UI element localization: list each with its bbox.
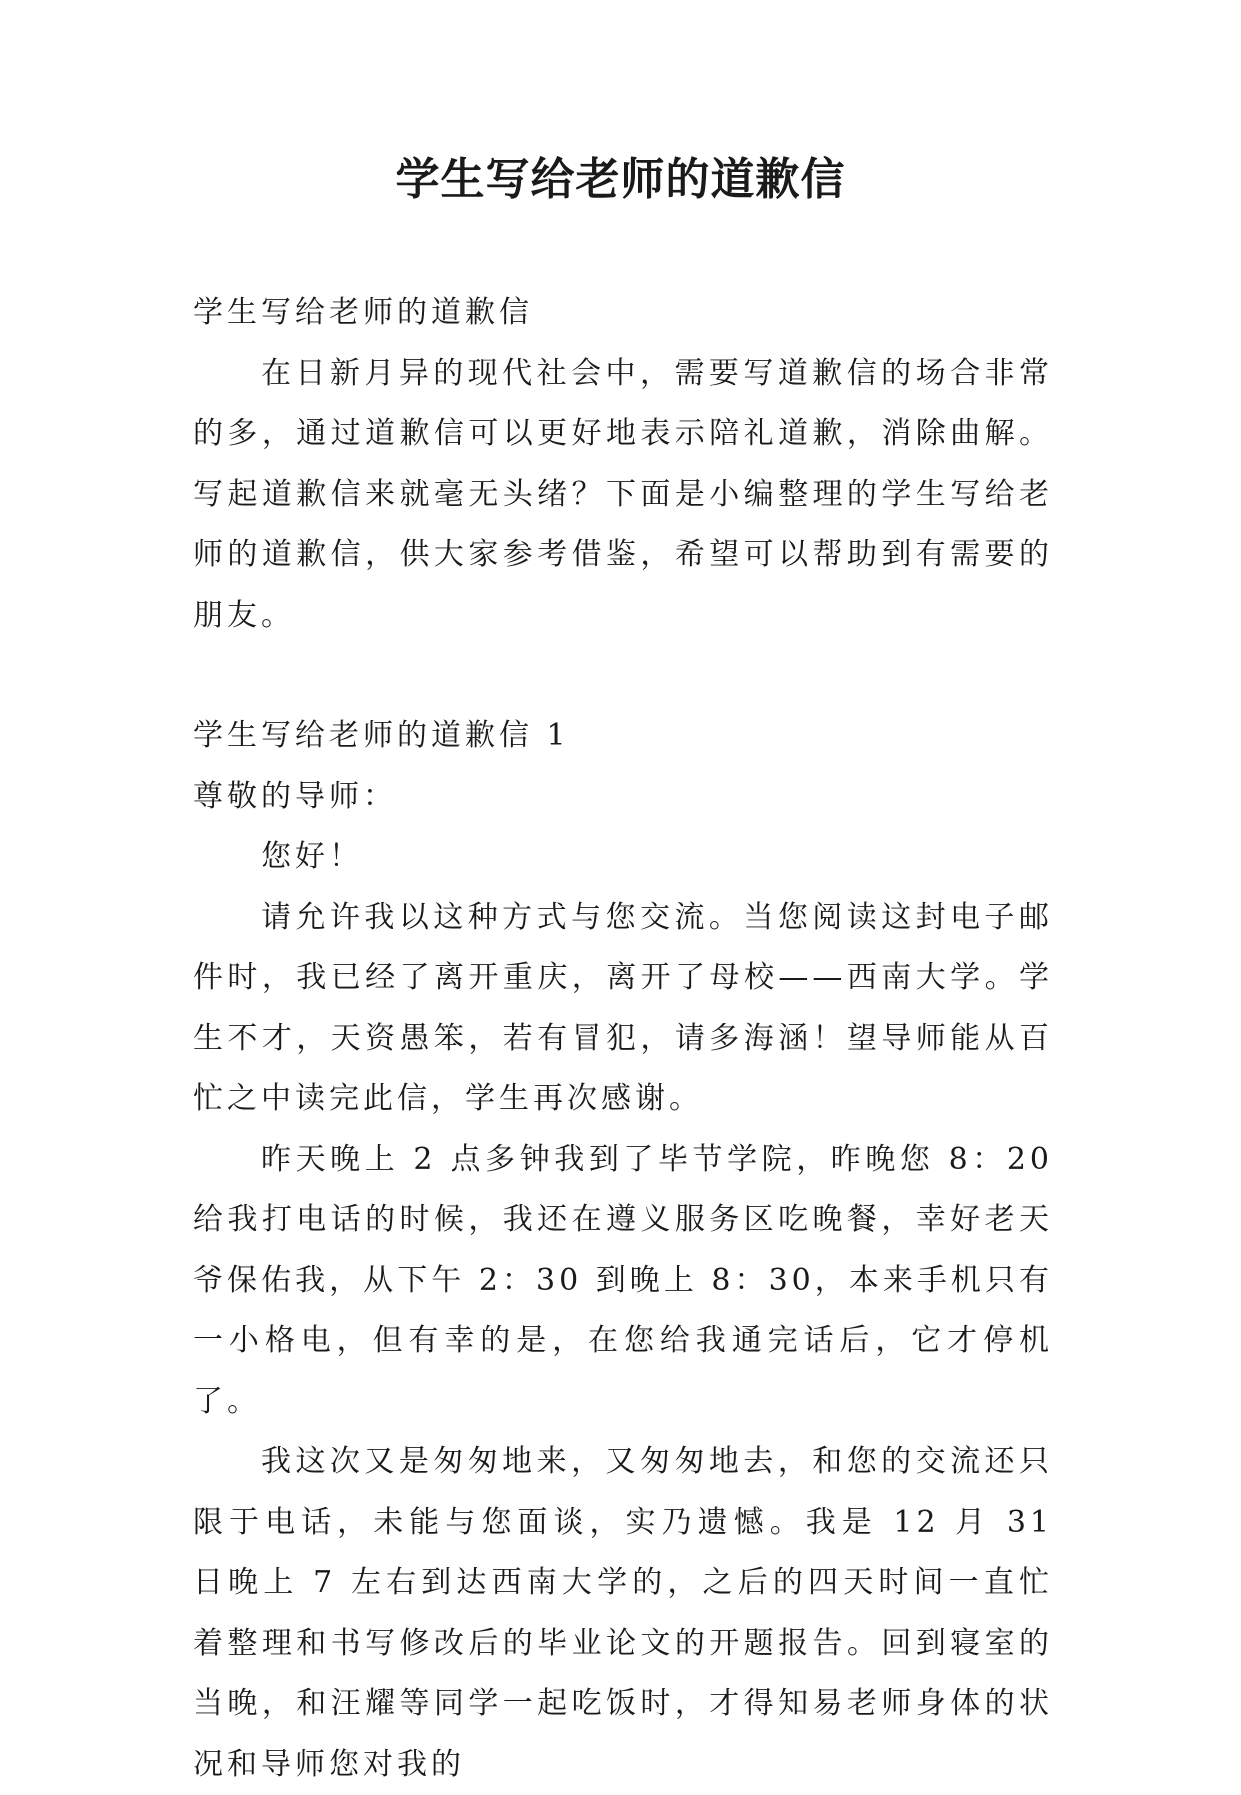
letter-paragraph: 请允许我以这种方式与您交流。当您阅读这封电子邮件时，我已经了离开重庆，离开了母校——西南大学。学生不才，天资愚笨，若有冒犯，请多海涵！望导师能从百忙之中读完此信，学生再次感谢。 (193, 899, 1053, 1116)
document-subtitle: 学生写给老师的道歉信 (193, 295, 533, 330)
letter-heading: 学生写给老师的道歉信 1 (193, 718, 570, 753)
document-title: 学生写给老师的道歉信 (395, 154, 846, 205)
letter-paragraph: 我这次又是匆匆地来，又匆匆地去，和您的交流还只限于电话，未能与您面谈，实乃遗憾。我是 12 月 31 日晚上 7 左右到达西南大学的，之后的四天时间一直忙着整理和书写修改后的毕业论文的开题报告。回到寝室的当晚，和汪耀等同学一起吃饭时，才得知易老师身体的状况和导师您对我的 (193, 1444, 1053, 1782)
section-spacer (193, 646, 1053, 706)
intro-paragraph: 在日新月异的现代社会中，需要写道歉信的场合非常的多，通过道歉信可以更好地表示陪礼道歉，消除曲解。写起道歉信来就毫无头绪？下面是小编整理的学生写给老师的道歉信，供大家参考借鉴，希望可以帮助到有需要的朋友。 (193, 355, 1053, 633)
document-body (193, 283, 1053, 1795)
letter-greeting: 您好！ (261, 839, 363, 874)
letter-paragraph: 昨天晚上 2 点多钟我到了毕节学院，昨晚您 8：20 给我打电话的时候，我还在遵义服务区吃晚餐，幸好老天爷保佑我，从下午 2：30 到晚上 8：30，本来手机只有一小格电，但有幸的是，在您给我通完话后，它才停机了。 (193, 1141, 1053, 1419)
letter-salutation: 尊敬的导师： (193, 778, 397, 814)
